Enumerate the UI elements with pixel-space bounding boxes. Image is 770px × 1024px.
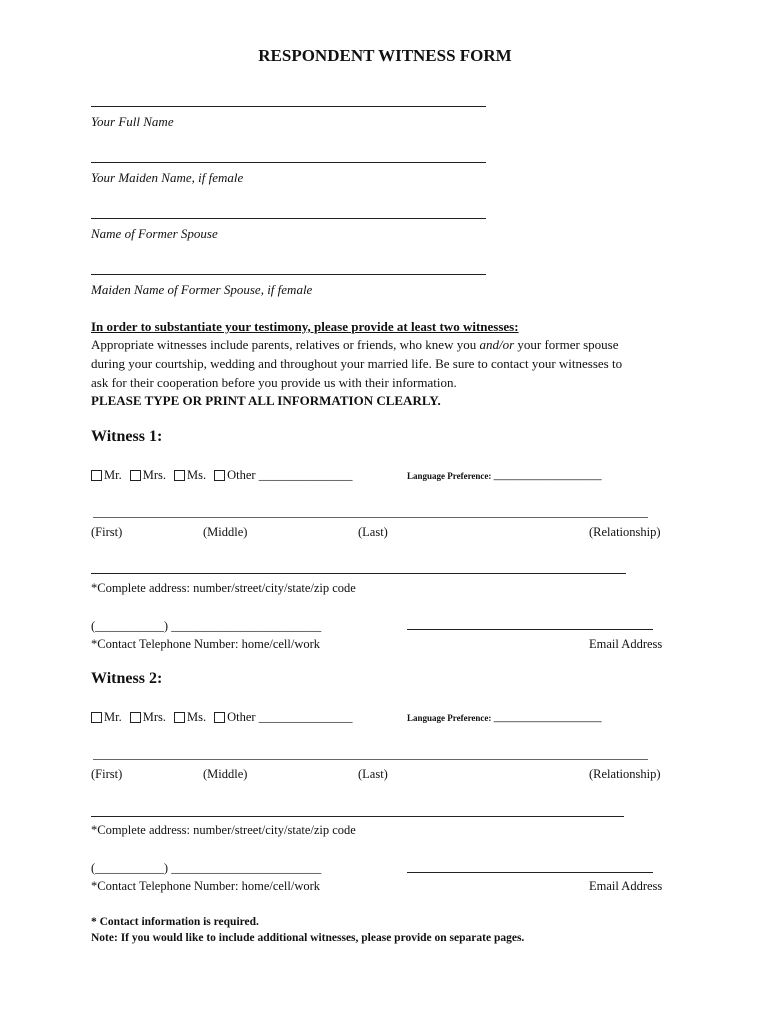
former-spouse-maiden-label: Maiden Name of Former Spouse, if female [91,282,313,297]
witness-2-language [407,713,602,723]
option-label: Mr. [104,710,122,724]
witness-1-address-line[interactable] [91,573,626,574]
witness-2-option-other[interactable] [214,710,352,725]
witness-2-phone-label: *Contact Telephone Number: home/cell/work [91,879,321,893]
witness-1-option-other[interactable] [214,468,352,483]
witness-2-email-line[interactable] [407,872,653,873]
witness-1-heading: Witness 1: [91,428,163,445]
language-blank[interactable]: ________________________ [493,713,602,723]
other-blank[interactable]: _______________ [258,710,353,724]
witness-1-relationship-label: (Relationship) [589,525,661,539]
checkbox-icon[interactable] [91,712,102,723]
instructions-line-4: PLEASE TYPE OR PRINT ALL INFORMATION CLEARLY. [91,393,441,408]
witness-1-phone-fields[interactable] [91,619,321,634]
witness-1-option-mr[interactable] [91,468,122,483]
former-spouse-label: Name of Former Spouse [91,226,218,241]
witness-2-option-ms[interactable] [174,710,206,725]
instructions-emphasis: and/or [479,337,515,352]
option-label: Ms. [187,468,207,482]
other-blank[interactable]: _______________ [258,468,353,482]
option-label: Mr. [104,468,122,482]
instructions-text-a: Appropriate witnesses include parents, relatives or friends, who knew you [91,337,480,352]
witness-2-option-mrs[interactable] [130,710,166,725]
instructions-line-1 [91,337,618,353]
witness-2-heading: Witness 2: [91,670,163,687]
witness-1-email-label: Email Address [589,637,663,651]
checkbox-icon[interactable] [130,712,141,723]
witness-2-relationship-label: (Relationship) [589,767,661,781]
witness-2-address-line[interactable] [91,816,624,817]
witness-1-last-label: (Last) [358,525,388,539]
former-spouse-line[interactable] [91,218,486,219]
instructions-text-b: your former spouse [514,337,619,352]
phone-number-blank[interactable]: ________________________ [171,619,322,633]
checkbox-icon[interactable] [91,470,102,481]
option-label: Other [227,468,256,482]
witness-1-email-line[interactable] [407,629,653,630]
witness-1-option-ms[interactable] [174,468,206,483]
witness-2-title-options [91,710,360,725]
option-label: Ms. [187,710,207,724]
witness-1-middle-label: (Middle) [203,525,248,539]
witness-2-middle-label: (Middle) [203,767,248,781]
language-label: Language Preference: [407,713,492,723]
witness-1-title-options [91,468,360,483]
language-label: Language Preference: [407,471,492,481]
phone-area-blank[interactable]: (___________) [91,619,169,633]
witness-2-email-label: Email Address [589,879,663,893]
witness-1-name-line[interactable] [93,517,648,518]
witness-1-language [407,471,602,481]
option-label: Mrs. [142,468,166,482]
witness-1-address-label: *Complete address: number/street/city/state/zip code [91,581,356,595]
witness-1-first-label: (First) [91,525,123,539]
witness-2-last-label: (Last) [358,767,388,781]
witness-2-option-mr[interactable] [91,710,122,725]
instructions-line-2: during your courtship, wedding and throughout your married life. Be sure to contact your witnesses to [91,356,623,371]
option-label: Mrs. [142,710,166,724]
full-name-line[interactable] [91,106,486,107]
phone-area-blank[interactable]: (___________) [91,861,169,875]
instructions-heading: In order to substantiate your testimony, please provide at least two witnesses: [91,319,519,334]
checkbox-icon[interactable] [214,712,225,723]
checkbox-icon[interactable] [130,470,141,481]
checkbox-icon[interactable] [174,712,185,723]
maiden-name-line[interactable] [91,162,486,163]
checkbox-icon[interactable] [214,470,225,481]
phone-number-blank[interactable]: ________________________ [171,861,322,875]
witness-2-address-label: *Complete address: number/street/city/state/zip code [91,823,356,837]
witness-1-option-mrs[interactable] [130,468,166,483]
witness-2-name-line[interactable] [93,759,648,760]
checkbox-icon[interactable] [174,470,185,481]
additional-witnesses-note: Note: If you would like to include additional witnesses, please provide on separate pages. [91,932,525,944]
former-spouse-maiden-line[interactable] [91,274,486,275]
maiden-name-label: Your Maiden Name, if female [91,170,244,185]
full-name-label: Your Full Name [91,114,174,129]
witness-1-phone-label: *Contact Telephone Number: home/cell/work [91,637,321,651]
page-title: RESPONDENT WITNESS FORM [258,46,512,65]
witness-2-phone-fields[interactable] [91,861,321,876]
witness-2-first-label: (First) [91,767,123,781]
option-label: Other [227,710,256,724]
instructions-line-3: ask for their cooperation before you provide us with their information. [91,375,457,390]
language-blank[interactable]: ________________________ [493,471,602,481]
required-note: * Contact information is required. [91,916,259,928]
